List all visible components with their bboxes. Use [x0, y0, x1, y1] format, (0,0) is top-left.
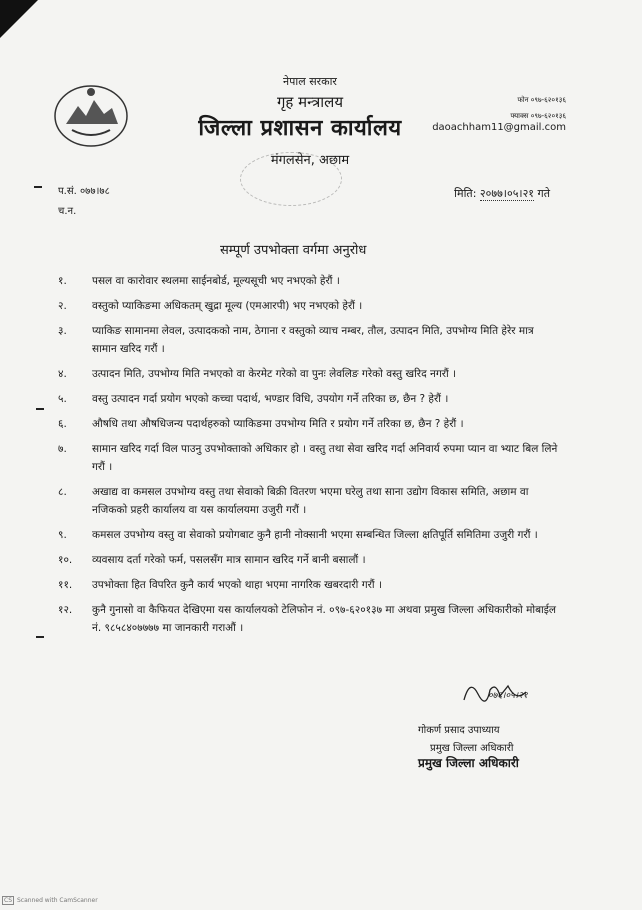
contact-numbers	[510, 92, 566, 124]
item-text: वस्तुको प्याकिङमा अधिकतम् खुद्रा मूल्य (एमआरपी) भए नभएको हेरौं ।	[92, 300, 363, 312]
office-name: जिल्ला प्रशासन कार्यालय	[198, 116, 402, 141]
government-name: नेपाल सरकार	[283, 75, 337, 88]
advice-list	[58, 272, 558, 644]
item-number: ५.	[58, 393, 67, 405]
list-item	[58, 526, 558, 544]
item-number: ९.	[58, 529, 67, 541]
list-item	[58, 601, 558, 637]
list-item	[58, 415, 558, 433]
page-corner-fold	[0, 0, 38, 38]
list-item	[58, 297, 558, 315]
item-number: ७.	[58, 443, 67, 455]
list-item	[58, 440, 558, 476]
item-text: उपभोक्ता हित विपरित कुनै कार्य भएको थाहा भएमा नागरिक खबरदारी गरौं ।	[92, 579, 382, 591]
list-item	[58, 551, 558, 569]
item-number: २.	[58, 300, 67, 312]
margin-mark	[36, 636, 44, 638]
signature-date: ०७६।०५।२१	[488, 691, 528, 701]
office-email: daoachham11@gmail.com	[432, 122, 566, 133]
date-suffix: गते	[537, 187, 550, 200]
ministry-name: गृह मन्त्रालय	[276, 93, 344, 111]
phone-number: फोन ०९७-६२०१३६	[517, 96, 566, 104]
item-text: पसल वा कारोवार स्थलमा साईनबोर्ड, मूल्यसूची भए नभएको हेरौं ।	[92, 275, 340, 287]
item-number: १०.	[58, 554, 73, 566]
office-stamp	[240, 152, 342, 206]
official-title-stamp: प्रमुख जिल्ला अधिकारी	[418, 756, 519, 770]
item-number: ४.	[58, 368, 67, 380]
dispatch-number: च.न.	[58, 206, 77, 217]
official-title: प्रमुख जिल्ला अधिकारी	[430, 743, 514, 754]
fax-number: फ्याक्स ०९७-६२०१३६	[510, 112, 566, 120]
item-number: ६.	[58, 418, 67, 430]
item-text: सामान खरिद गर्दा विल पाउनु उपभोक्ताको अधिकार हो । वस्तु तथा सेवा खरिद गर्दा अनिवार्य रुपमा प्यान वा भ्याट बिल लिने गरौं ।	[92, 443, 558, 473]
item-number: ८.	[58, 486, 67, 498]
scanner-footer	[2, 896, 98, 905]
list-item	[58, 576, 558, 594]
scanner-label: Scanned with CamScanner	[17, 897, 98, 904]
item-number: ३.	[58, 325, 67, 337]
date-value: २०७७।०५।२१	[479, 187, 535, 200]
item-text: उत्पादन मिति, उपभोग्य मिति नभएको वा केरमेट गरेको वा पुनः लेवलिङ गरेको वस्तु खरिद नगरौं ।	[92, 368, 457, 380]
list-item	[58, 483, 558, 519]
list-item	[58, 390, 558, 408]
office-address: मंगलसेन, अछाम	[270, 153, 350, 168]
list-item	[58, 322, 558, 358]
official-name: गोकर्ण प्रसाद उपाध्याय	[418, 725, 500, 736]
item-text: अखाद्य वा कमसल उपभोग्य वस्तु तथा सेवाको बिक्री वितरण भएमा घरेलु तथा साना उद्योग विकास समिति, अछाम वा नजिकको प्रहरी कार्यालय वा यस कार्यालयमा उजुरी गरौं ।	[92, 486, 529, 516]
item-text: औषधि तथा औषधिजन्य पदार्थहरुको प्याकिङमा उपभोग्य मिति र प्रयोग गर्ने तरिका छ, छैन ? हेरौं ।	[92, 418, 464, 430]
item-text: कुनै गुनासो वा कैफियत देखिएमा यस कार्यालयको टेलिफोन नं. ०९७-६२०१३७ मा अथवा प्रमुख जिल्ला अधिकारीको मोबाईल नं. ९८५८४०७७७७ मा जानकारी गराऔं ।	[92, 604, 557, 634]
item-number: १.	[58, 275, 67, 287]
item-text: वस्तु उत्पादन गर्दा प्रयोग भएको कच्चा पदार्थ, भण्डार विधि, उपयोग गर्ने तरिका छ, छैन ? हेरौं ।	[92, 393, 449, 405]
item-text: प्याकिङ सामानमा लेवल, उत्पादकको नाम, ठेगाना र वस्तुको व्याच नम्बर, तौल, उत्पादन मिति, उपभोग्य मिति हेरेर मात्र सामान खरिद गरौं ।	[92, 325, 534, 355]
item-text: व्यवसाय दर्ता गरेको फर्म, पसलसँग मात्र सामान खरिद गर्ने बानी बसालौं ।	[92, 554, 366, 566]
letter-number: प.सं. ०७७।७८	[58, 186, 110, 197]
item-number: ११.	[58, 579, 73, 591]
item-text: कमसल उपभोग्य वस्तु वा सेवाको प्रयोगबाट कुनै हानी नोक्सानी भएमा सम्बन्धित जिल्ला क्षतिपूर्ति समितिमा उजुरी गरौं ।	[92, 529, 538, 541]
margin-mark	[36, 408, 44, 410]
camscanner-icon: CS	[4, 897, 12, 904]
list-item	[58, 365, 558, 383]
letter-subject: सम्पूर्ण उपभोक्ता वर्गमा अनुरोध	[220, 243, 367, 258]
date-label: मिति:	[454, 187, 477, 200]
letter-date	[454, 186, 550, 201]
reference-block	[58, 182, 110, 222]
list-item	[58, 272, 558, 290]
item-number: १२.	[58, 604, 73, 616]
margin-mark	[34, 186, 42, 188]
